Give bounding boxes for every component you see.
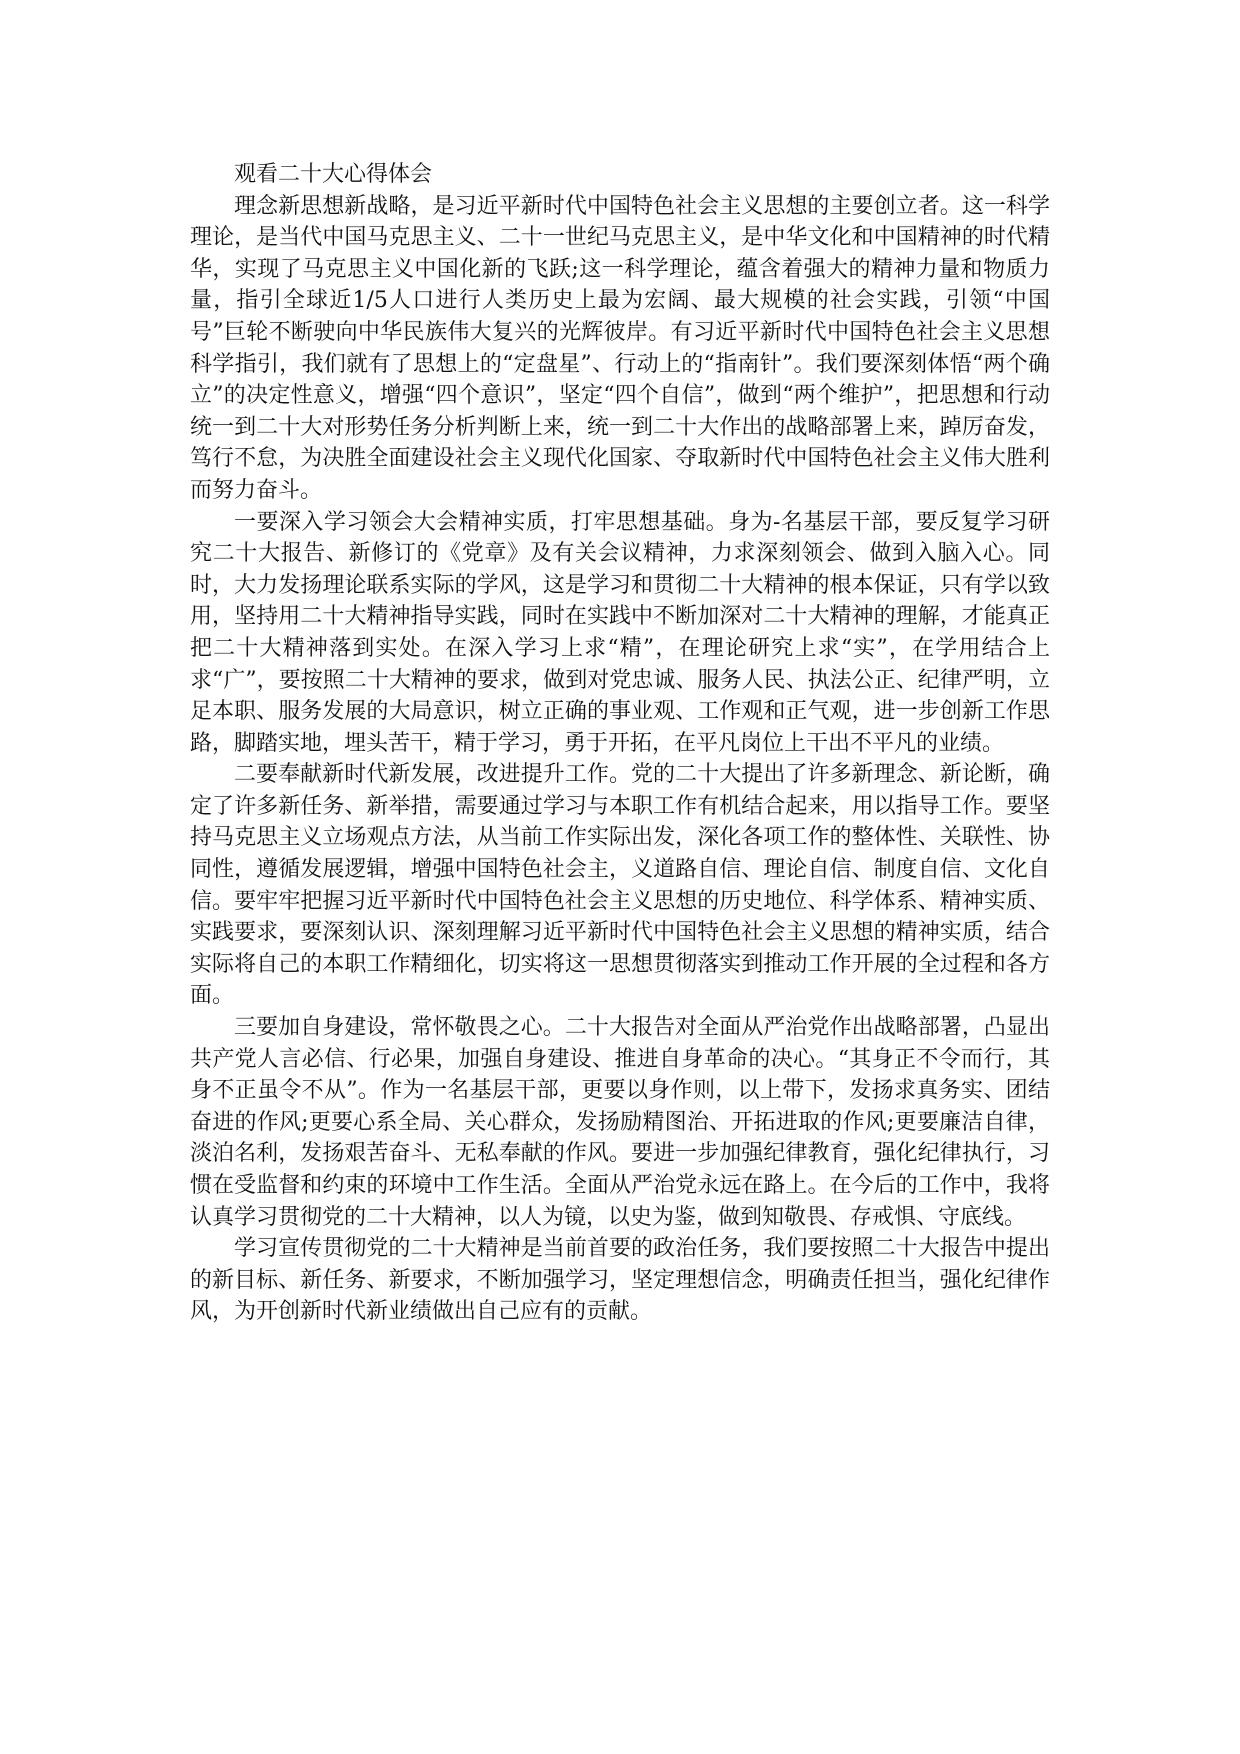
paragraph-conclusion: 学习宣传贯彻党的二十大精神是当前首要的政治任务，我们要按照二十大报告中提出的新目标、新任务、新要求，不断加强学习，坚定理想信念，明确责任担当，强化纪律作风，为开创新时代新业绩做出自己应有的贡献。 xyxy=(190,1236,1050,1325)
paragraph-third-point: 三要加自身建设，常怀敬畏之心。二十大报告对全面从严治党作出战略部署，凸显出共产党人言必信、行必果，加强自身建设、推进自身革命的决心。“其身正不令而行，其身不正虽令不从”。作为一名基层干部，更要以身作则，以上带下，发扬求真务实、团结奋进的作风;更要心系全局、关心群众，发扬励精图治、开拓进取的作风;更要廉洁自律，淡泊名利，发扬艰苦奋斗、无私奉献的作风。要进一步加强纪律教育，强化纪律执行，习惯在受监督和约束的环境中工作生活。全面从严治党永远在路上。在今后的工作中，我将认真学习贯彻党的二十大精神，以人为镜，以史为鉴，做到知敬畏、存戒惧、守底线。 xyxy=(190,1015,1050,1230)
paragraph-intro: 理念新思想新战略，是习近平新时代中国特色社会主义思想的主要创立者。这一科学理论，是当代中国马克思主义、二十一世纪马克思主义，是中华文化和中国精神的时代精华，实现了马克思主义中国化新的飞跃;这一科学理论，蕴含着强大的精神力量和物质力量，指引全球近1/5人口进行人类历史上最为宏阔、最大规模的社会实践，引领“中国号”巨轮不断驶向中华民族伟大复兴的光辉彼岸。有习近平新时代中国特色社会主义思想科学指引，我们就有了思想上的“定盘星”、行动上的“指南针”。我们要深刻体悟“两个确立”的决定性意义，增强“四个意识”，坚定“四个自信”，做到“两个维护”，把思想和行动统一到二十大对形势任务分析判断上来，统一到二十大作出的战略部署上来，踔厉奋发，笃行不怠，为决胜全面建设社会主义现代化国家、夺取新时代中国特色社会主义伟大胜利而努力奋斗。 xyxy=(190,193,1050,503)
document-title: 观看二十大心得体会 xyxy=(234,162,433,187)
paragraph-second-point: 二要奉献新时代新发展，改进提升工作。党的二十大提出了许多新理念、新论断，确定了许多新任务、新举措，需要通过学习与本职工作有机结合起来，用以指导工作。要坚持马克思主义立场观点方法，从当前工作实际出发，深化各项工作的整体性、关联性、协同性，遵循发展逻辑，增强中国特色社会主，义道路自信、理论自信、制度自信、文化自信。要牢牢把握习近平新时代中国特色社会主义思想的历史地位、科学体系、精神实质、实践要求，要深刻认识、深刻理解习近平新时代中国特色社会主义思想的精神实质，结合实际将自己的本职工作精细化，切实将这一思想贯彻落实到推动工作开展的全过程和各方面。 xyxy=(190,762,1050,1009)
document-page xyxy=(190,159,1050,1328)
paragraph-first-point: 一要深入学习领会大会精神实质，打牢思想基础。身为-名基层干部，要反复学习研究二十大报告、新修订的《党章》及有关会议精神，力求深刻领会、做到入脑入心。同时，大力发扬理论联系实际的学风，这是学习和贯彻二十大精神的根本保证，只有学以致用，坚持用二十大精神指导实践，同时在实践中不断加深对二十大精神的理解，才能真正把二十大精神落到实处。在深入学习上求“精”，在理论研究上求“实”，在学用结合上求“广”，要按照二十大精神的要求，做到对党忠诚、服务人民、执法公正、纪律严明，立足本职、服务发展的大局意识，树立正确的事业观、工作观和正气观，进一步创新工作思路，脚踏实地，埋头苦干，精于学习，勇于开拓，在平凡岗位上干出不平凡的业绩。 xyxy=(190,509,1050,756)
